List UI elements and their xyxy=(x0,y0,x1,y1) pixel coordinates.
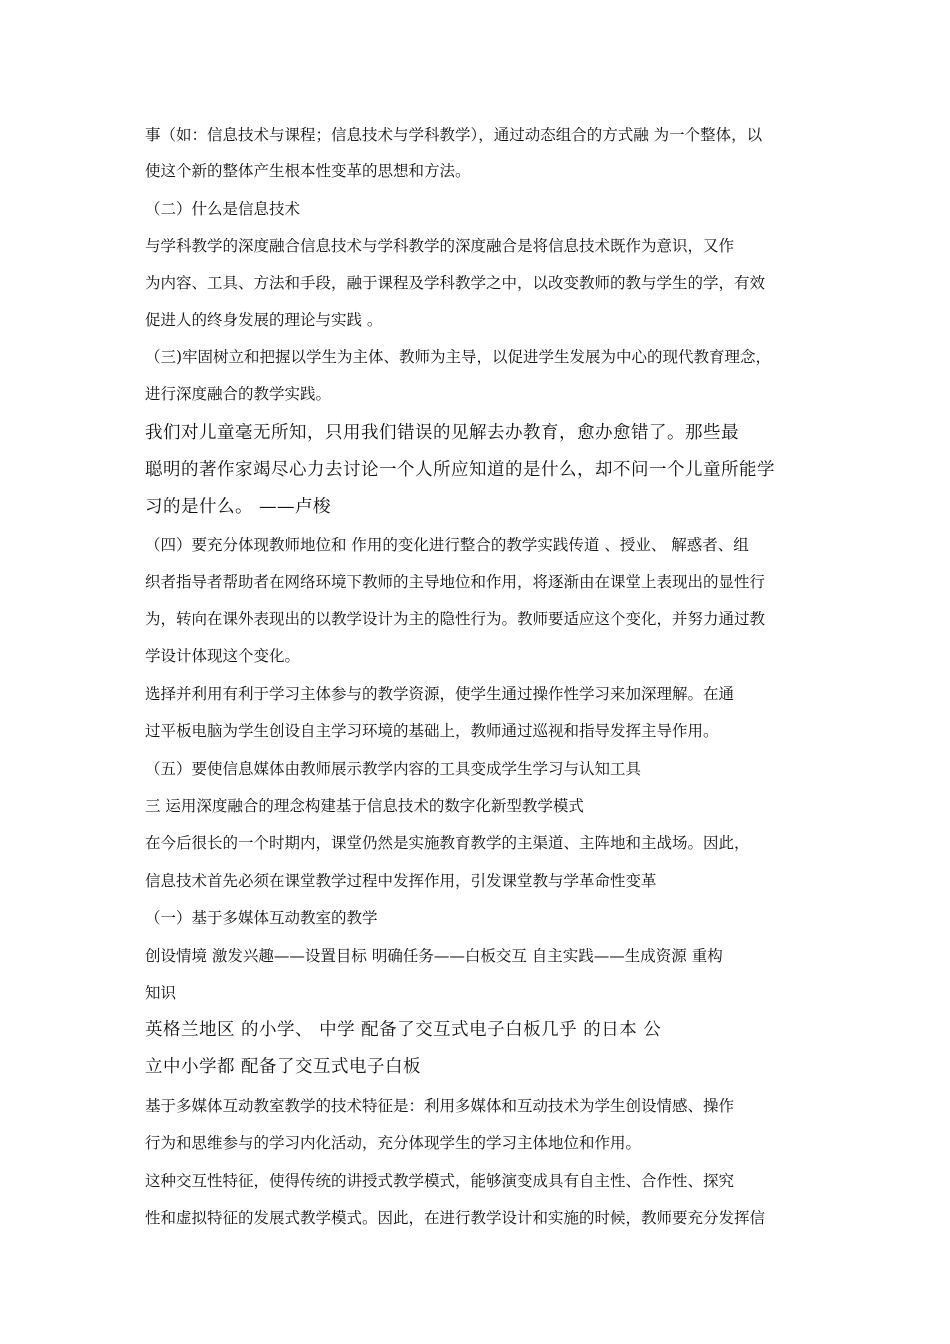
text-line: 在今后很长的一个时期内，课堂仍然是实施教育教学的主渠道、主阵地和主战场。因此， xyxy=(145,834,750,852)
emphasis-line: 立中小学都 配备了交互式电子白板 xyxy=(145,1057,422,1077)
quote-line: 聪明的著作家竭尽心力去讨论一个人所应知道的是什么，却不问一个儿童所能学 xyxy=(145,460,775,480)
section-heading: （五）要使信息媒体由教师展示教学内容的工具变成学生学习与认知工具 xyxy=(145,760,642,778)
section-heading: （二）什么是信息技术 xyxy=(145,200,301,218)
text-line: 知识 xyxy=(145,984,177,1002)
text-line: 为内容、工具、方法和手段，融于课程及学科教学之中，以改变教师的教与学生的学，有效 xyxy=(145,274,766,292)
emphasis-line: 英格兰地区 的小学、 中学 配备了交互式电子白板几乎 的日本 公 xyxy=(145,1020,662,1040)
section-heading: （四）要充分体现教师地位和 作用的变化进行整合的教学实践传道 、授业、 解惑者、组 xyxy=(145,536,749,554)
text-line: 性和虚拟特征的发展式教学模式。因此，在进行教学设计和实施的时候，教师要充分发挥信 xyxy=(145,1209,766,1227)
text-line: 促进人的终身发展的理论与实践 。 xyxy=(145,311,383,329)
text-line: 织者指导者帮助者在网络环境下教师的主导地位和作用，将逐渐由在课堂上表现出的显性行 xyxy=(145,573,766,591)
text-line: 这种交互性特征，使得传统的讲授式教学模式，能够演变成具有自主性、合作性、探究 xyxy=(145,1172,735,1190)
section-heading: 三 运用深度融合的理念构建基于信息技术的数字化新型教学模式 xyxy=(145,797,584,815)
text-line: 创设情境 激发兴趣——设置目标 明确任务——白板交互 自主实践——生成资源 重构 xyxy=(145,947,723,965)
quote-line: 习的是什么。 ——卢梭 xyxy=(145,497,332,517)
text-line: 使这个新的整体产生根本性变革的思想和方法。 xyxy=(145,162,471,180)
text-line: 信息技术首先必须在课堂教学过程中发挥作用，引发课堂教与学革命性变革 xyxy=(145,872,657,890)
section-heading: （三)牢固树立和把握以学生为主体、教师为主导，以促进学生发展为中心的现代教育理念， xyxy=(145,348,772,366)
text-line: 进行深度融合的教学实践。 xyxy=(145,385,332,403)
text-line: 基于多媒体互动教室教学的技术特征是：利用多媒体和互动技术为学生创设情感、操作 xyxy=(145,1097,735,1115)
section-heading: （一）基于多媒体互动教室的教学 xyxy=(145,909,378,927)
text-line: 为，转向在课外表现出的以教学设计为主的隐性行为。教师要适应这个变化，并努力通过教 xyxy=(145,610,766,628)
text-line: 过平板电脑为学生创设自主学习环境的基础上，教师通过巡视和指导发挥主导作用。 xyxy=(145,722,719,740)
text-line: 事（如：信息技术与课程；信息技术与学科教学），通过动态组合的方式融 为一个整体，以 xyxy=(145,126,763,144)
quote-line: 我们对儿童毫无所知，只用我们错误的见解去办教育，愈办愈错了。那些最 xyxy=(145,423,739,443)
text-line: 学设计体现这个变化。 xyxy=(145,647,301,665)
text-line: 选择并利用有利于学习主体参与的教学资源，使学生通过操作性学习来加深理解。在通 xyxy=(145,685,735,703)
text-line: 与学科教学的深度融合信息技术与学科教学的深度融合是将信息技术既作为意识，又作 xyxy=(145,237,735,255)
text-line: 行为和思维参与的学习内化活动，充分体现学生的学习主体地位和作用。 xyxy=(145,1134,642,1152)
